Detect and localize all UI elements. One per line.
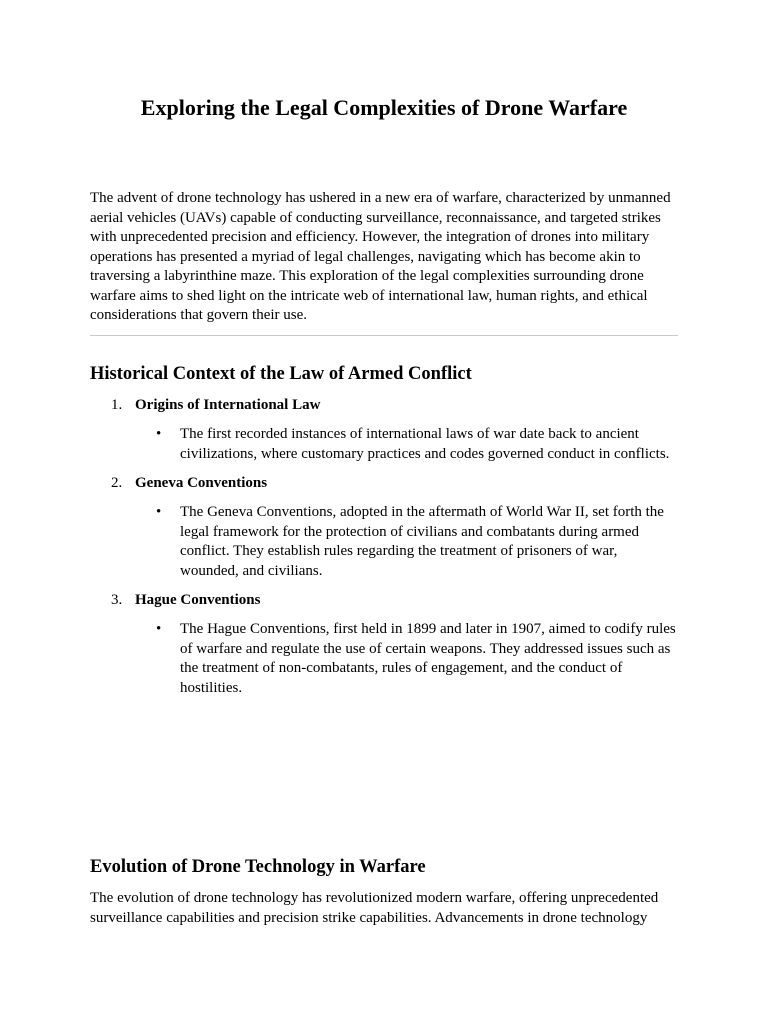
document-title: Exploring the Legal Complexities of Drone Warfare [140,95,628,120]
section-heading-historical-context: Historical Context of the Law of Armed Conflict [90,364,472,384]
list-item-title: Hague Conventions [135,592,261,608]
list-number: 2. [111,475,123,491]
bullet-text: The first recorded instances of international laws of war date back to ancient civilizations, where customary practices and codes governed conduct in conflicts. [180,426,670,462]
bullet-text: The Hague Conventions, first held in 1899 and later in 1907, aimed to codify rules of warfare and regulate the use of certain weapons. They addressed issues such as the treatment of non-combatants, rules of engagement, and the conduct of hostilities. [180,621,676,696]
list-item-title: Geneva Conventions [135,475,268,491]
bullet-text: The Geneva Conventions, adopted in the aftermath of World War II, set forth the legal framework for the protection of civilians and combatants during armed conflict. They establish rules regarding the treatment of prisoners of war, wounded, and civilians. [180,504,664,579]
section-heading-drone-evolution: Evolution of Drone Technology in Warfare [90,857,426,877]
list-number: 3. [111,592,123,608]
bullet-icon: • [156,426,162,442]
bullet-icon: • [156,621,162,637]
intro-paragraph: The advent of drone technology has ushered in a new era of warfare, characterized by unmanned aerial vehicles (UAVs) capable of conducting surveillance, reconnaissance, and targeted strikes with unprecedented precision and efficiency. However, the integration of drones into military operations has presented a myriad of legal challenges, navigating which has become akin to traversing a labyrinthine maze. This exploration of the legal complexities surrounding drone warfare aims to shed light on the intricate web of international law, human rights, and ethical considerations that govern their use. [90,190,671,323]
list-item-title: Origins of International Law [135,397,321,413]
bullet-icon: • [156,504,162,520]
drone-evolution-paragraph: The evolution of drone technology has revolutionized modern warfare, offering unprecedented surveillance capabilities and precision strike capabilities. Advancements in drone technology [90,890,659,926]
section-divider [90,335,678,336]
list-number: 1. [111,397,123,413]
